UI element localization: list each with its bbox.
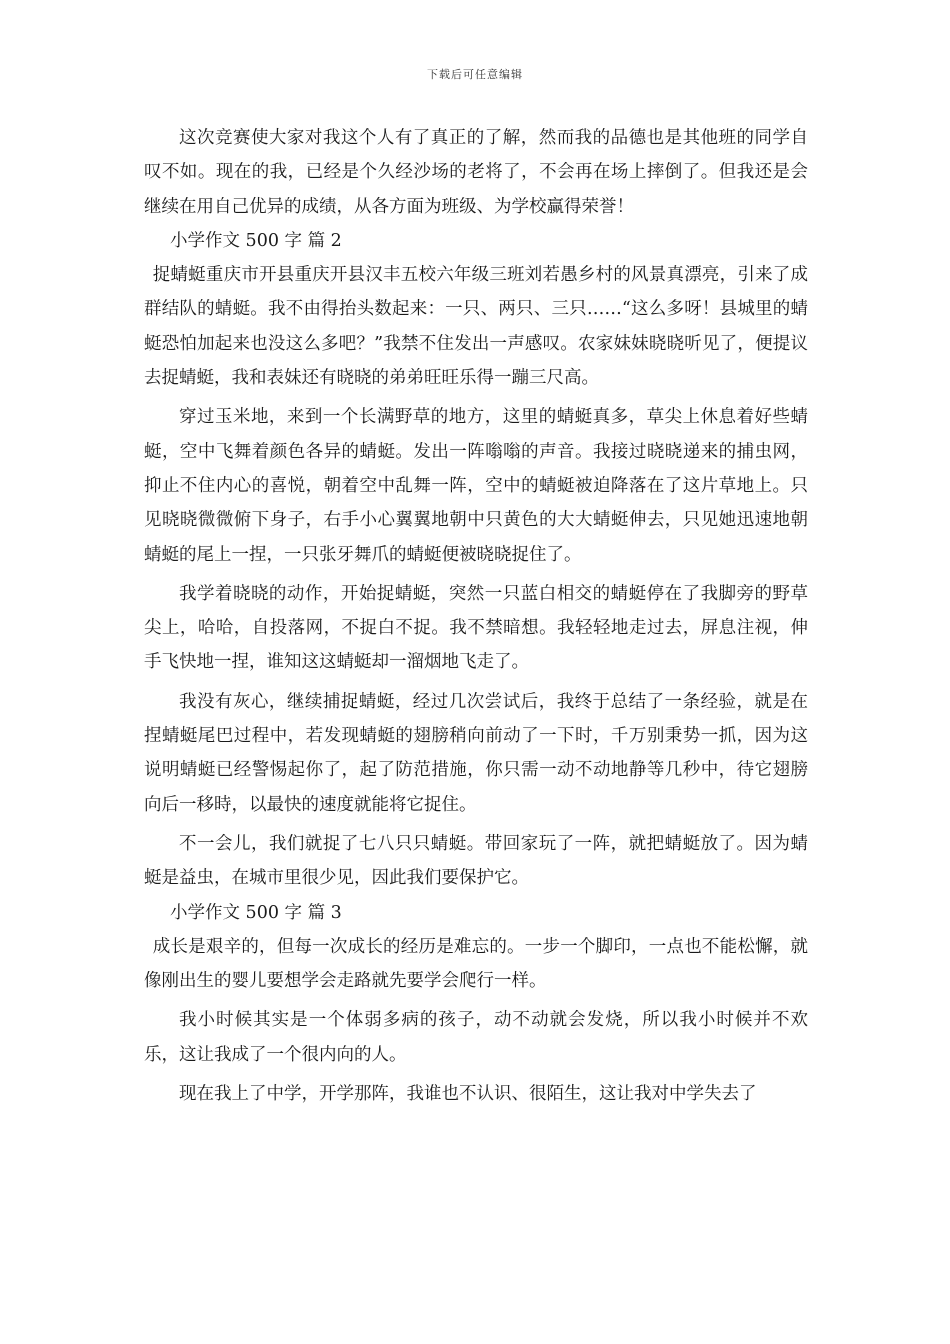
paragraph-5: 我没有灰心，继续捕捉蜻蜓，经过几次尝试后，我终于总结了一条经验，就是在捏蜻蜓尾巴过程中，若发现蜻蜓的翅膀稍向前动了一下时，千万别秉势一抓，因为这说明蜻蜓已经警惕起你了，起了防范措施，你只需一动不动地静等几秒中，待它翅膀向后一移時，以最快的速度就能将它捉住。 — [144, 691, 808, 815]
paragraph-2: 捉蜻蜓重庆市开县重庆开县汉丰五校六年级三班刘若愚乡村的风景真漂亮，引来了成群结队的蜻蜓。我不由得抬头数起来：一只、两只、三只……“这么多呀！县城里的蜻蜓恐怕加起来也没这么多吧？”我禁不住发出一声感叹。农家妹妹晓晓听见了，便提议去捉蜻蜓，我和表妹还有晓晓的弟弟旺旺乐得一蹦三尺高。 — [144, 265, 808, 389]
paragraph-3: 穿过玉米地，来到一个长满野草的地方，这里的蜻蜓真多，草尖上休息着好些蜻蜓，空中飞舞着颜色各异的蜻蜓。发出一阵嗡嗡的声音。我接过晓晓递来的捕虫网，抑止不住内心的喜悦，朝着空中乱舞一阵，空中的蜻蜓被迫降落在了这片草地上。只见晓晓微微俯下身子，右手小心翼翼地朝中只黄色的大大蜻蜓伸去，只见她迅速地朝蜻蜓的尾上一捏，一只张牙舞爪的蜻蜓便被晓晓捉住了。 — [144, 407, 808, 565]
section-heading-3: 小学作文 500 字 篇 3 — [170, 902, 342, 923]
paragraph-9: 现在我上了中学，开学那阵，我谁也不认识、很陌生，这让我对中学失去了 — [179, 1084, 757, 1105]
section-heading-2: 小学作文 500 字 篇 2 — [170, 230, 342, 251]
paragraph-7: 成长是艰辛的，但每一次成长的经历是难忘的。一步一个脚印，一点也不能松懈，就像刚出生的婴儿要想学会走路就先要学会爬行一样。 — [144, 936, 808, 992]
paragraph-4: 我学着晓晓的动作，开始捉蜻蜓，突然一只蓝白相交的蜻蜓停在了我脚旁的野草尖上，哈哈，自投落网，不捉白不捉。我不禁暗想。我轻轻地走过去，屏息注视，伸手飞快地一捏，谁知这这蜻蜓却一溜烟地飞走了。 — [144, 583, 808, 673]
paragraph-8: 我小时候其实是一个体弱多病的孩子，动不动就会发烧，所以我小时候并不欢乐，这让我成了一个很内向的人。 — [144, 1010, 808, 1065]
document-body — [144, 121, 808, 1111]
header-note: 下载后可任意编辑 — [427, 68, 523, 81]
paragraph-6: 不一会儿，我们就捉了七八只只蜻蜓。带回家玩了一阵，就把蜻蜓放了。因为蜻蜓是益虫，在城市里很少见，因此我们要保护它。 — [144, 833, 808, 889]
paragraph-1: 这次竞赛使大家对我这个人有了真正的了解，然而我的品德也是其他班的同学自叹不如。现在的我，已经是个久经沙场的老将了，不会再在场上摔倒了。但我还是会继续在用自己优异的成绩，从各方面为班级、为学校赢得荣誉！ — [144, 128, 808, 217]
